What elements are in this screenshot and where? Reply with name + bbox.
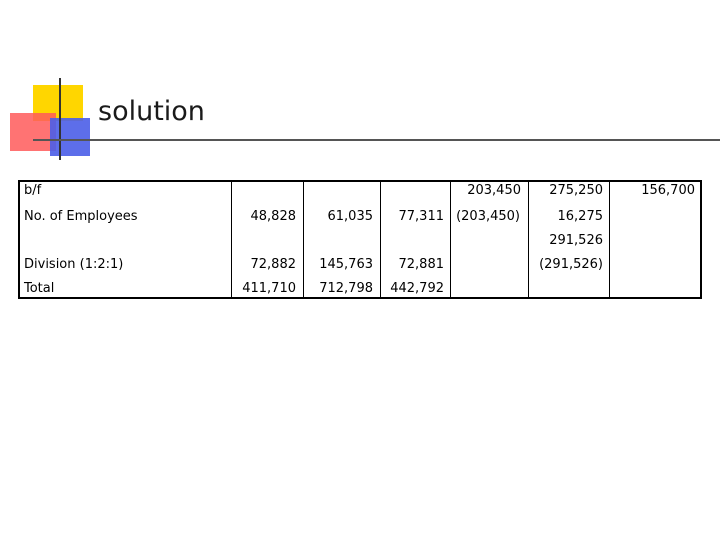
table-cell: 712,798	[319, 281, 373, 296]
table-cell: 442,792	[390, 281, 444, 296]
column-divider	[231, 180, 232, 299]
table-cell: 72,881	[398, 257, 444, 272]
column-divider	[450, 180, 451, 299]
table-row-label: b/f	[24, 183, 42, 198]
table-row-label: No. of Employees	[24, 209, 138, 224]
table-cell: 72,882	[250, 257, 296, 272]
table-cell: 275,250	[549, 183, 603, 198]
title-underline	[33, 139, 720, 141]
table-cell: 203,450	[467, 183, 521, 198]
column-divider	[609, 180, 610, 299]
column-divider	[380, 180, 381, 299]
table-cell: 61,035	[327, 209, 373, 224]
column-divider	[303, 180, 304, 299]
column-divider	[528, 180, 529, 299]
table-row-label: Division (1:2:1)	[24, 257, 124, 272]
table-cell: 16,275	[557, 209, 603, 224]
table-row-label: Total	[24, 281, 55, 296]
slide-title: solution	[98, 96, 205, 127]
table-cell: 156,700	[641, 183, 695, 198]
slide-logo	[0, 0, 720, 180]
table-cell: 411,710	[242, 281, 296, 296]
table-cell: (291,526)	[539, 257, 603, 272]
table-cell: 145,763	[319, 257, 373, 272]
table-cell: (203,450)	[456, 209, 520, 224]
vertical-rule	[59, 78, 61, 160]
blue-square-decoration	[50, 118, 90, 156]
table-cell: 77,311	[398, 209, 444, 224]
table-cell: 48,828	[250, 209, 296, 224]
table-cell: 291,526	[549, 233, 603, 248]
